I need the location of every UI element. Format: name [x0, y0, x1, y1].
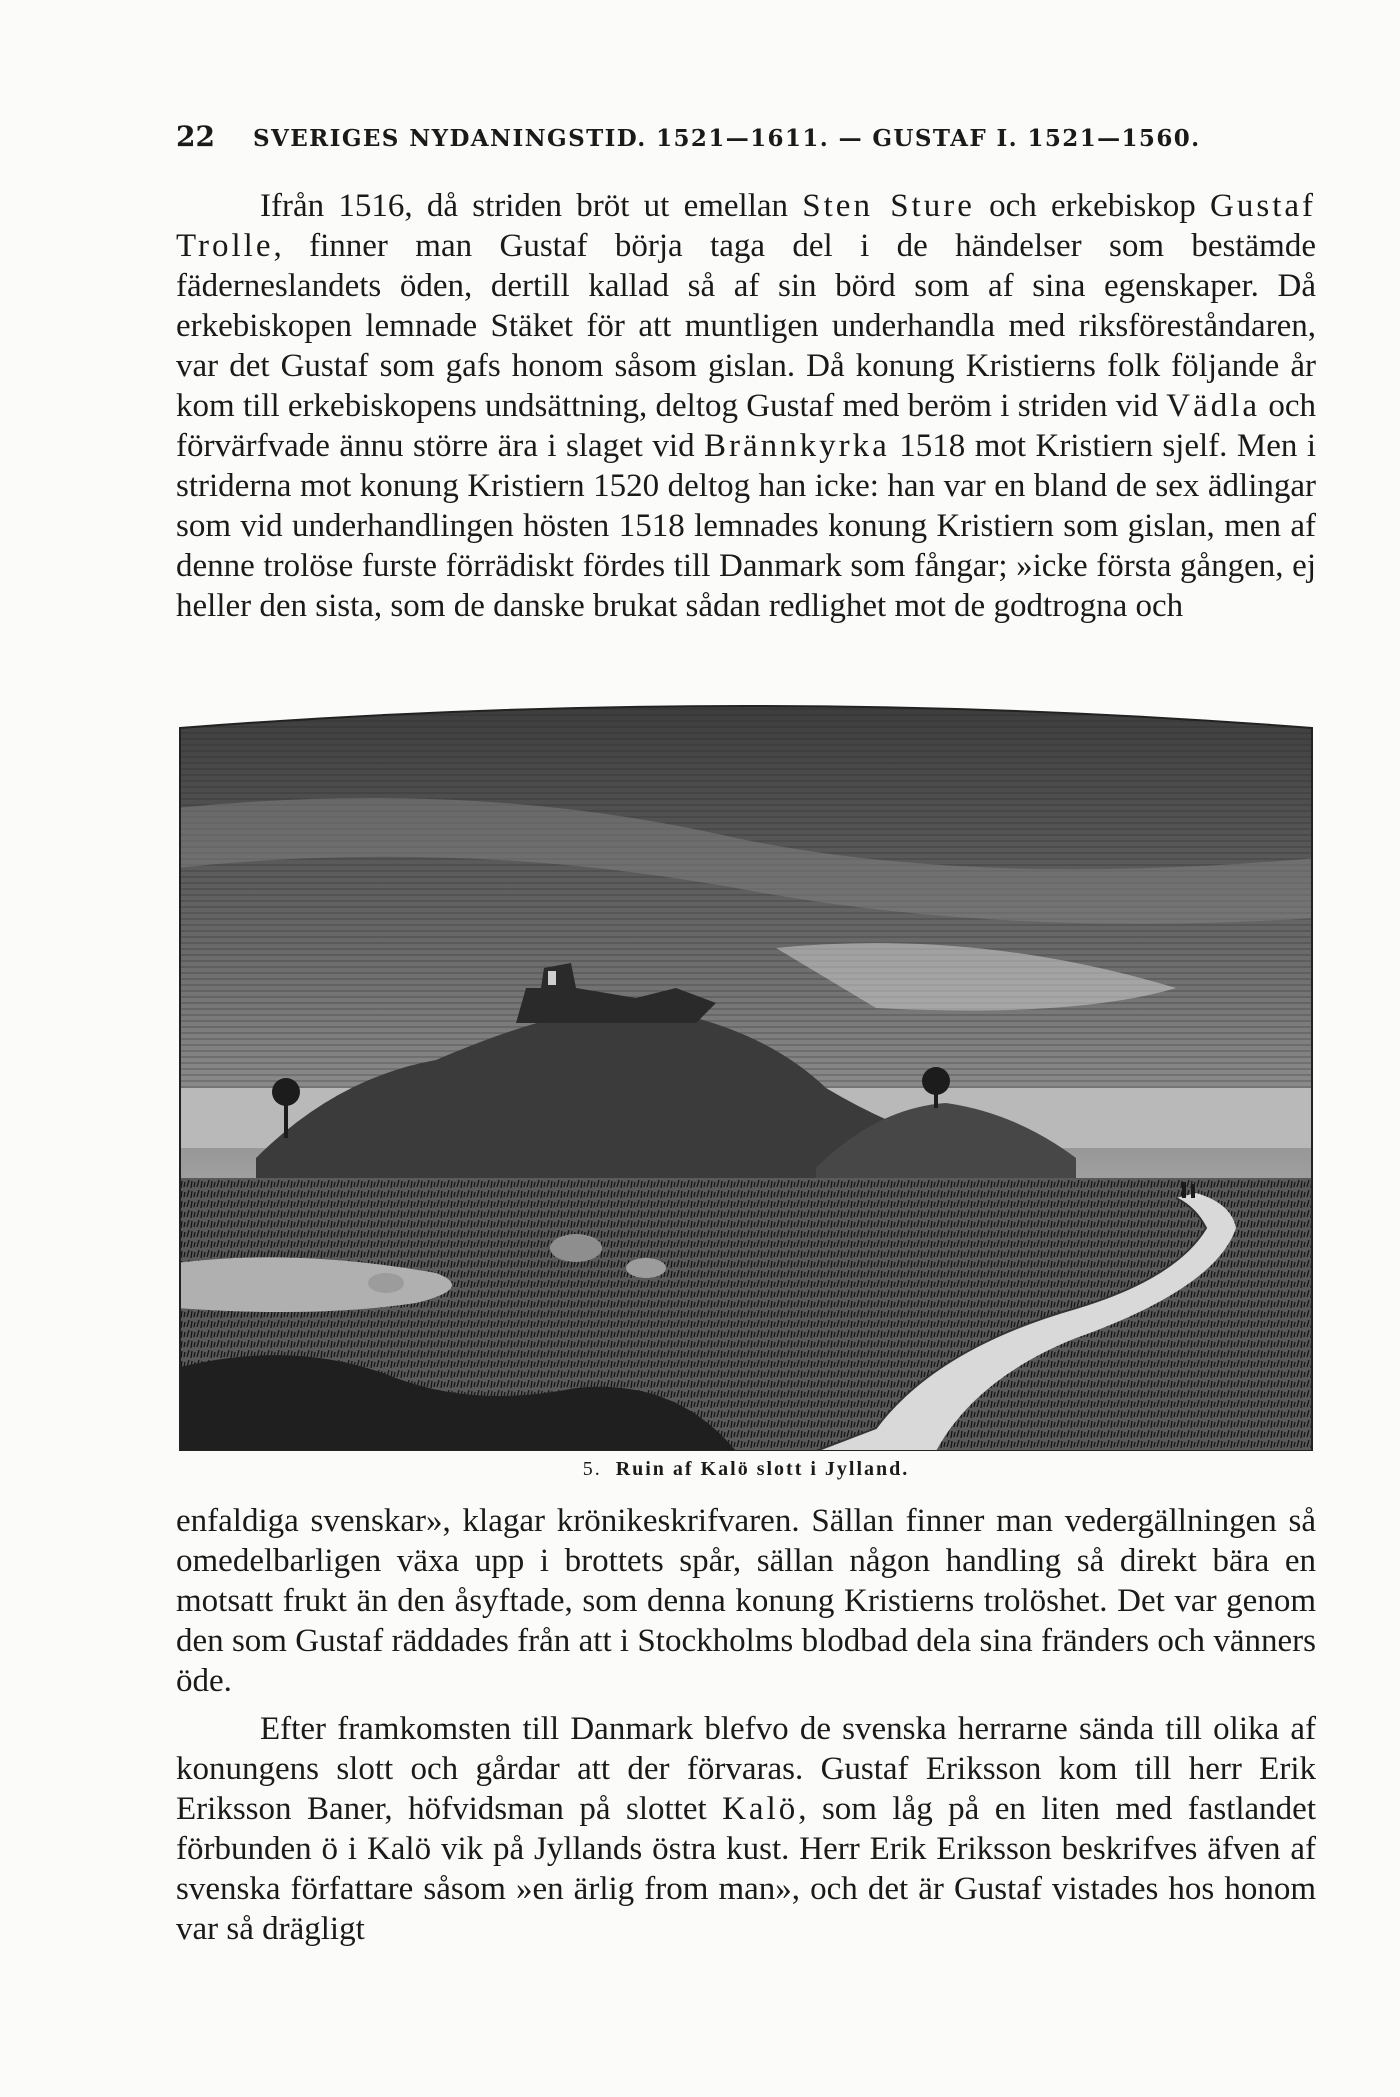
text-run: , finner man Gustaf börja taga del i de händelser som bestämde fäderneslandets öden, dertill kallad så af sin börd som af sina egenskaper. Då erkebiskopen lemnade Stäket för att muntligen underhandla med riksföreståndaren, var det Gustaf som gafs honom såsom gislan. Då konung Kristierns folk följande år kom till erkebiskopens undsättning, deltog Gustaf med beröm i striden vid [176, 228, 1316, 424]
figure-caption [176, 1458, 1316, 1481]
paragraph-1 [176, 186, 1316, 626]
text-run: Efter framkomsten till Danmark blefvo de svenska herrarne sända till olika af konungens slott och gårdar att der förvaras. Gustaf Eriksson kom till herr Erik Eriksson Baner, höfvidsman på slottet [176, 1711, 1316, 1827]
spaced-name: Brännkyrka [704, 428, 890, 464]
text-run: 1518 mot Kristiern sjelf. Men i striderna mot konung Kristiern 1520 deltog han icke: han var en bland de sex ädlingar som vid underhandlingen hösten 1518 lemnades konung Kristiern som gislan, men af denne trolöse furste förrädiskt fördes till Danmark som fångar; »icke första gången, ej heller den sista, som de danske brukat sådan redlighet mot de godtrogna och [176, 428, 1316, 624]
spaced-name: Sten Sture [802, 188, 975, 224]
paragraph-2: enfaldiga svenskar», klagar krönikeskrifvaren. Sällan finner man vedergällningen så omedelbarligen växa upp i brottets spår, sällan någon handling så direkt bära en motsatt frukt än den åsyftade, som denna konung Kristierns trolöshet. Det var genom den som Gustaf räddades från att i Stockholms blodbad dela sina fränders och vänners öde. [176, 1503, 1316, 1699]
spaced-name: Vädla [1166, 388, 1261, 424]
spaced-name: Gustaf Trolle [176, 188, 1317, 264]
text-run: och erkebiskop [974, 188, 1211, 224]
running-header [176, 120, 1316, 153]
text-run: , som låg på en liten med fastlandet förbunden ö i Kalö vik på Jyllands östra kust. Herr Erik Eriksson beskrifves äfven af svenska författare såsom »en ärlig from man», och det är Gustaf vistades hos honom var så drägligt [176, 1791, 1316, 1947]
running-title: SVERIGES NYDANINGSTID. 1521—1611. — GUSTAF I. 1521—1560. [252, 125, 1201, 152]
figure-caption-text: Ruin af Kalö slott i Jylland. [615, 1458, 910, 1480]
paragraph-3 [176, 1709, 1316, 1949]
page-number: 22 [176, 120, 215, 153]
spaced-name: Kalö [722, 1791, 799, 1827]
figure-number: 5. [582, 1458, 602, 1480]
engraving-kalo-ruin [176, 688, 1316, 1451]
text-run: Ifrån 1516, då striden bröt ut emellan [260, 188, 803, 224]
text-run: och förvärfvade ännu större ära i slaget vid [176, 388, 1316, 464]
